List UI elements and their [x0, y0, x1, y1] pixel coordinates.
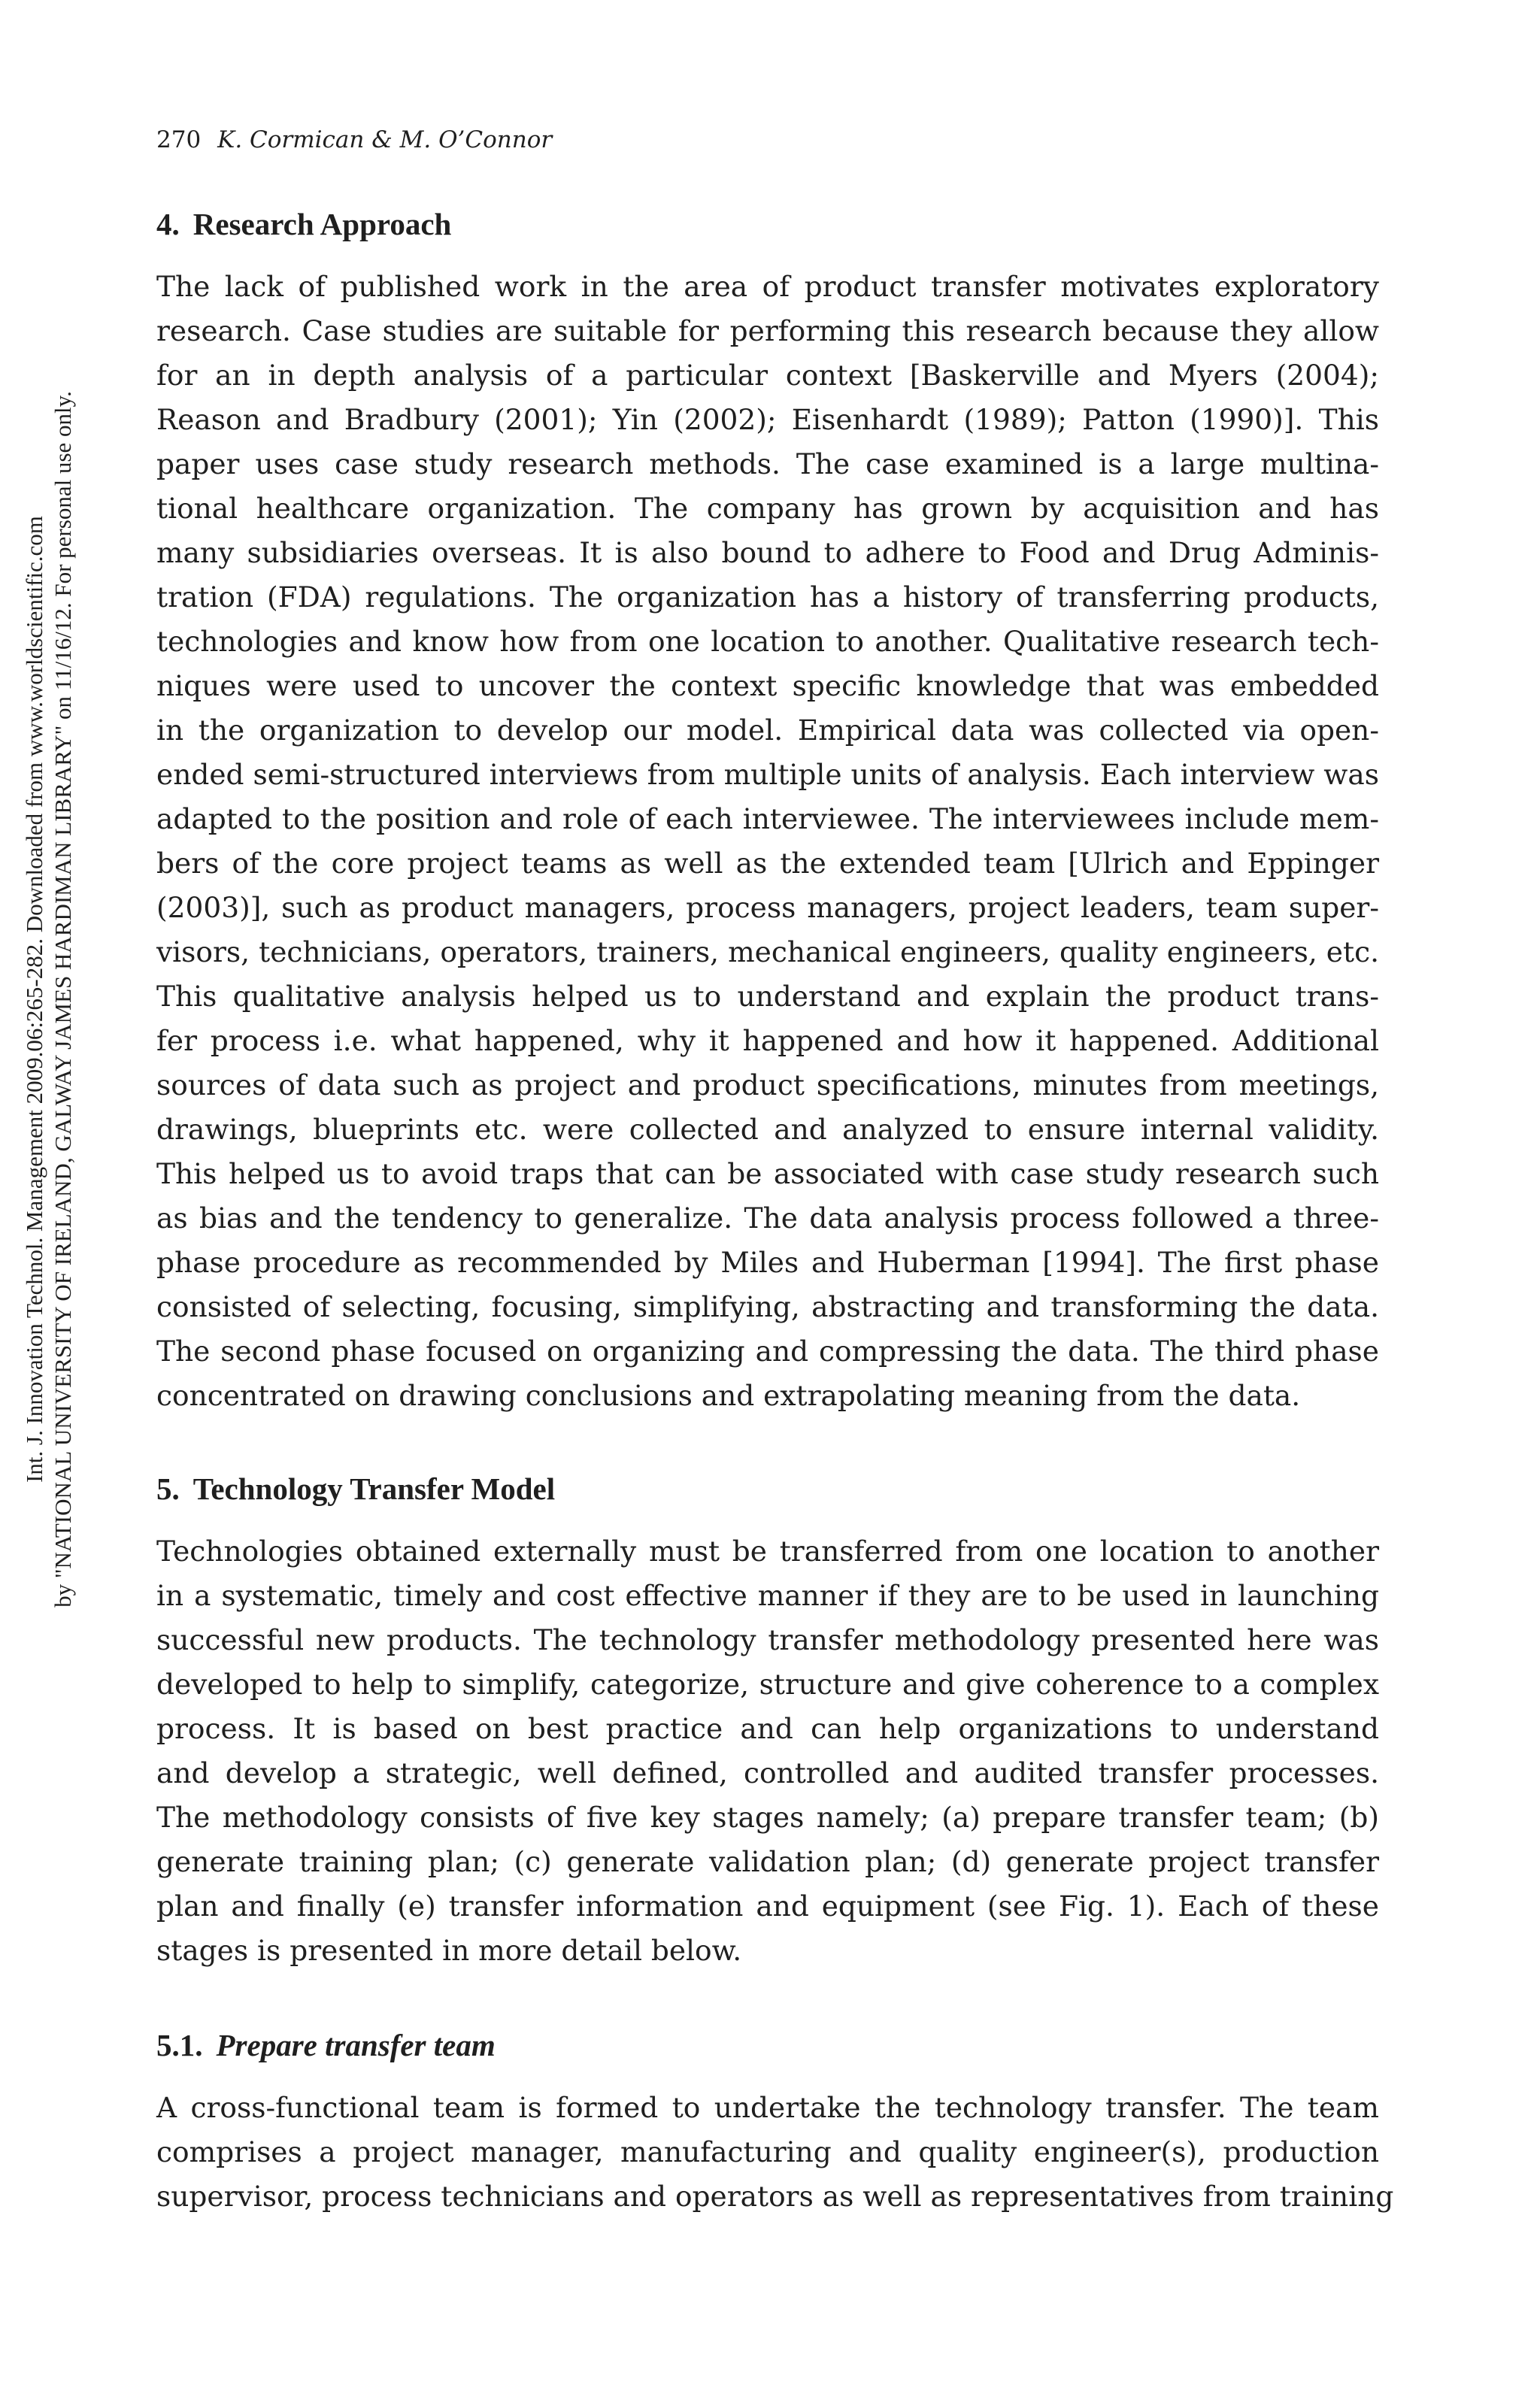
text-line: and develop a strategic, well defined, controlled and audited transfer processes. [156, 1756, 1379, 1789]
section-heading [156, 1469, 1379, 1508]
text-line: bers of the core project teams as well as the extended team [Ulrich and Eppinger [156, 847, 1379, 880]
section-number: 5. [156, 1471, 180, 1506]
text-line: visors, technicians, operators, trainers, mechanical engineers, quality engineers, etc. [156, 935, 1379, 968]
text-line: consisted of selecting, focusing, simplifying, abstracting and transforming the data. [156, 1290, 1379, 1323]
text-line: paper uses case study research methods. The case examined is a large multina- [156, 447, 1379, 480]
text-line: for an in depth analysis of a particular context [Baskerville and Myers (2004); [156, 359, 1379, 392]
section-title: Research Approach [192, 207, 452, 241]
text-line: This qualitative analysis helped us to understand and explain the product trans- [156, 980, 1379, 1013]
text-line: many subsidiaries overseas. It is also bound to adhere to Food and Drug Adminis- [156, 536, 1379, 569]
section-paragraph [156, 265, 1379, 1418]
text-line: sources of data such as project and product specifications, minutes from meetings, [156, 1068, 1379, 1102]
text-line: ended semi-structured interviews from multiple units of analysis. Each interview was [156, 758, 1379, 791]
text-line: developed to help to simplify, categorize, structure and give coherence to a complex [156, 1668, 1379, 1701]
text-line: tration (FDA) regulations. The organization has a history of transferring products, [156, 580, 1379, 614]
section-title: Technology Transfer Model [192, 1471, 556, 1506]
running-header [156, 123, 552, 156]
subsection-number: 5.1. [156, 2028, 203, 2062]
text-line: in a systematic, timely and cost effective manner if they are to be used in launching [156, 1579, 1379, 1612]
download-watermark [5, 60, 87, 1940]
section-paragraph [156, 1529, 1379, 1973]
text-line: concentrated on drawing conclusions and extrapolating meaning from the data. [156, 1379, 1301, 1412]
text-line: successful new products. The technology transfer methodology presented here was [156, 1623, 1379, 1656]
text-line: process. It is based on best practice and can help organizations to understand [156, 1712, 1379, 1745]
section-heading [156, 205, 1379, 244]
text-line: drawings, blueprints etc. were collected and analyzed to ensure internal validity. [156, 1113, 1379, 1146]
text-line: technologies and know how from one location to another. Qualitative research tech- [156, 625, 1379, 658]
text-line: A cross-functional team is formed to undertake the technology transfer. The team [156, 2091, 1379, 2124]
subsection-heading [156, 2026, 1379, 2065]
text-line: phase procedure as recommended by Miles and Huberman [1994]. The first phase [156, 1246, 1379, 1279]
text-line: fer process i.e. what happened, why it happened and how it happened. Additional [156, 1024, 1379, 1057]
section-research-approach [156, 205, 1379, 1418]
subsection-prepare-transfer-team [156, 2026, 1394, 2219]
text-line: The second phase focused on organizing and compressing the data. The third phase [156, 1335, 1379, 1368]
text-line: This helped us to avoid traps that can be associated with case study research such [156, 1157, 1379, 1190]
text-line: The lack of published work in the area of product transfer motivates exploratory [156, 270, 1379, 303]
text-line: supervisor, process technicians and operators as well as representatives from training [156, 2180, 1394, 2213]
text-line: Technologies obtained externally must be transferred from one location to another [156, 1535, 1379, 1568]
text-line: as bias and the tendency to generalize. The data analysis process followed a three- [156, 1202, 1379, 1235]
text-line: in the organization to develop our model. Empirical data was collected via open- [156, 714, 1379, 747]
text-line: comprises a project manager, manufacturing and quality engineer(s), production [156, 2135, 1379, 2168]
text-line: tional healthcare organization. The company has grown by acquisition and has [156, 492, 1379, 525]
text-line: niques were used to uncover the context specific knowledge that was embedded [156, 669, 1379, 702]
text-line: plan and finally (e) transfer information and equipment (see Fig. 1). Each of these [156, 1889, 1379, 1923]
section-paragraph [156, 2086, 1394, 2219]
watermark-line-1: Int. J. Innovation Technol. Management 2009.06:265-282. Downloaded from www.worldscientific.com [21, 516, 47, 1483]
text-line: adapted to the position and role of each interviewee. The interviewees include mem- [156, 802, 1379, 835]
text-line: generate training plan; (c) generate validation plan; (d) generate project transfer [156, 1845, 1379, 1878]
section-technology-transfer-model [156, 1469, 1379, 1973]
text-line: stages is presented in more detail below. [156, 1934, 742, 1967]
text-line: Reason and Bradbury (2001); Yin (2002); Eisenhardt (1989); Patton (1990)]. This [156, 403, 1379, 436]
page-number: 270 [156, 126, 202, 153]
running-header-authors: K. Cormican & M. O’Connor [217, 126, 553, 153]
text-line: research. Case studies are suitable for performing this research because they allow [156, 314, 1379, 347]
watermark-line-2: by "NATIONAL UNIVERSITY OF IRELAND, GALWAY JAMES HARDIMAN LIBRARY" on 11/16/12. For personal use only. [50, 391, 76, 1608]
text-line: (2003)], such as product managers, process managers, project leaders, team super- [156, 891, 1379, 924]
section-number: 4. [156, 207, 180, 241]
text-line: The methodology consists of five key stages namely; (a) prepare transfer team; (b) [156, 1801, 1379, 1834]
subsection-title: Prepare transfer team [216, 2028, 496, 2062]
